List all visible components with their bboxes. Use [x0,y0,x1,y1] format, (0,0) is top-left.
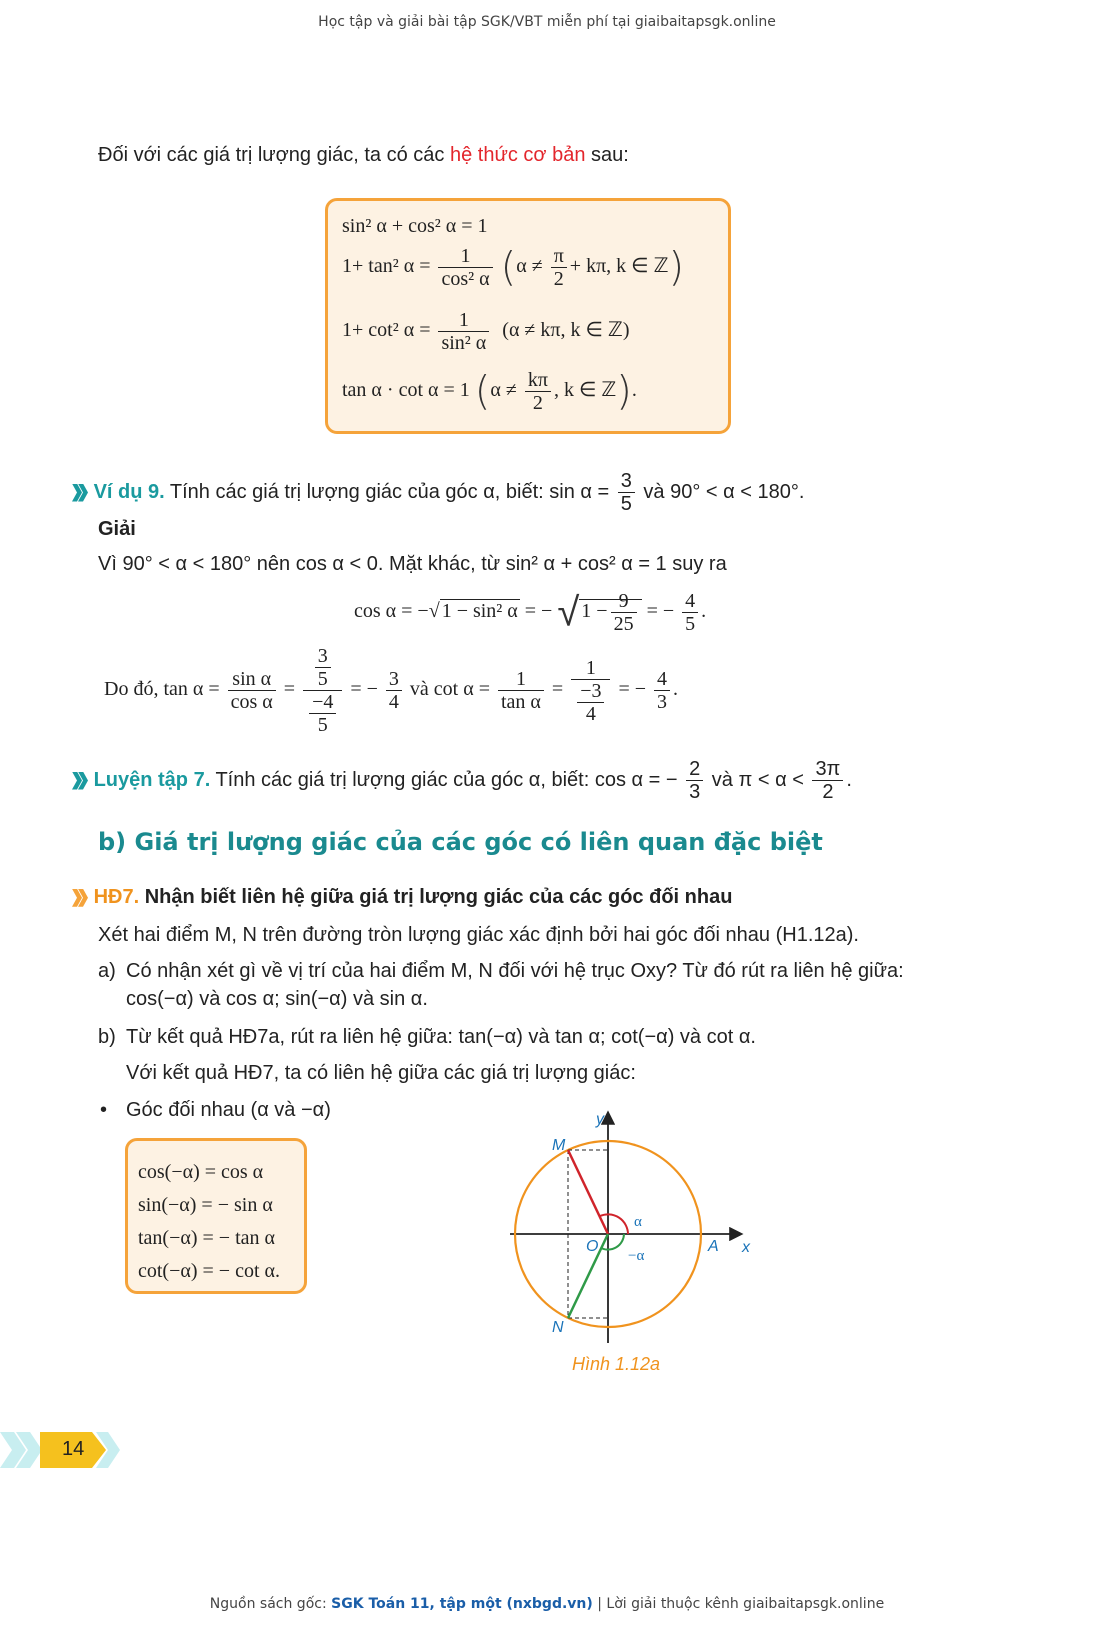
cot-complex-frac [571,657,610,725]
identity-2-cond-frac [551,245,567,290]
example-9-num: 3 [618,470,635,493]
example-9-den: 5 [620,493,632,515]
page-footer [0,1596,1094,1612]
tan-inner-num: 3 [315,645,331,668]
practice-7-end: . [846,768,852,791]
opposite-cos: cos(−α) = cos α [138,1161,264,1183]
tan-complex-num [303,645,342,691]
tan-complex-den [303,691,342,736]
tan-inner-den: 5 [317,668,328,690]
opposite-cot: cot(−α) = − cot α. [138,1260,280,1282]
practice-7-text: Tính các giá trị lượng giác của góc α, biết: cos α = − [215,768,678,791]
cot-eq: = [551,678,564,701]
identity-1: sin² α + cos² α = 1 [342,215,488,237]
practice-7-num: 2 [686,758,703,781]
intro-before: Đối với các giá trị lượng giác, ta có các [98,144,450,166]
cos-end: . [701,600,707,623]
point-a-label: A [708,1238,719,1255]
hd7-a-text2: cos(−α) và cos α; sin(−α) và sin α. [126,988,428,1010]
identity-2-cond-num: π [551,245,567,268]
hd7-p2: Với kết quả HĐ7, ta có liên hệ giữa các giá trị lượng giác: [126,1062,636,1084]
bullet-text: Góc đối nhau (α và −α) [126,1099,331,1121]
example-9-text2: và 90° < α < 180°. [643,480,805,503]
alpha-label: α [634,1214,642,1230]
neg-alpha-label: −α [628,1248,645,1264]
identity-2-cond-den: 2 [553,268,564,290]
example-9-label: Ví dụ 9. [93,480,165,503]
cos-line-e: = − [646,600,675,623]
identity-2-left: 1+ tan² α = [342,255,431,278]
figure-caption: Hình 1.12a [572,1354,661,1374]
cot-result-frac [654,668,670,713]
tan-inner2-frac [309,691,336,736]
identity-3-fraction [438,309,489,354]
intro-text [98,142,629,168]
cot-inner-num: 1 [571,657,610,680]
hd7-a-label: a) [98,960,116,982]
cos-inner-frac [611,590,637,635]
identity-3-cond: (α ≠ kπ, k ∈ ℤ) [502,319,630,342]
basic-identities-box [325,198,731,434]
section-b-heading: b) Giá trị lượng giác của các góc có liên quan đặc biệt [98,828,823,856]
tan-inner-frac [315,645,331,690]
identity-3 [342,309,629,354]
tan-res-num: 3 [386,668,402,691]
hd7-b-label: b) [98,1026,116,1048]
cos-r-num: 4 [682,590,698,613]
cot-end: . [673,678,679,701]
tan-complex-frac [303,645,342,736]
cot-frac [498,668,544,713]
identity-3-num: 1 [438,309,489,332]
practice-7 [72,758,852,803]
tan-cot-calculation [104,645,678,736]
opposite-sin: sin(−α) = − sin α [138,1194,273,1216]
origin-label: O [586,1238,599,1255]
tan-inner2-den: 5 [317,714,328,736]
footer-prefix: Nguồn sách gốc: [209,1596,332,1612]
bullet: • [100,1099,108,1121]
practice-7-num2: 3π [812,758,843,781]
page-header: Học tập và giải bài tập SGK/VBT miễn phí tại giaibaitapsgk.online [318,14,776,30]
cos-calculation: cos α = −√ 1 − sin² α = − √ 1 − $\frac{9}{25}$ = − $\frac{4}{5}$ . [354,589,707,636]
tan-num: sin α [228,668,276,691]
cos-line-c: = − [524,600,553,623]
solution-title: Giải [98,518,136,540]
cot-res-num: 4 [654,668,670,691]
intro-after: sau: [585,144,629,166]
example-9 [72,470,804,515]
practice-7-den: 3 [689,781,701,803]
identity-4-cond-a: α ≠ [490,379,517,402]
identity-3-den: sin² α [441,332,487,354]
cot-inner2-frac [577,680,604,725]
tan-result-frac [386,668,402,713]
hd7-p1: Xét hai điểm M, N trên đường tròn lượng giác xác định bởi hai góc đối nhau (H1.12a). [98,924,859,946]
cot-num: 1 [498,668,544,691]
footer-book-link[interactable]: SGK Toán 11, tập một (nxbgd.vn) [331,1596,593,1612]
cos-line-a: cos α = −√ [354,600,440,623]
cot-inner2-num: −3 [577,680,604,703]
identity-4-cond-frac [525,369,551,414]
y-label: y [596,1111,604,1128]
tan-inner2-num: −4 [309,691,336,714]
practice-7-text2: và π < α < [711,768,804,791]
identity-4-left: tan α · cot α = 1 [342,379,470,402]
identity-2-den: cos² α [441,268,490,290]
page-number: 14 [62,1438,85,1460]
cot-complex-den [571,680,610,725]
point-n-label: N [552,1319,564,1336]
cos-result-frac [682,590,698,635]
x-label: x [742,1239,750,1256]
identity-4-cond-den: 2 [532,392,543,414]
tan-eq: = [283,678,296,701]
practice-7-label: Luyện tập 7. [93,768,211,791]
point-m-label: M [552,1137,566,1154]
identity-4: tan α · cot α = 1 (α ≠ $\frac{k\pi}{2}$ , k ∈ ℤ). [342,368,637,415]
identity-3-left: 1+ cot² α = [342,319,431,342]
om-segment [568,1150,608,1234]
footer-suffix: | Lời giải thuộc kênh giaibaitapsgk.online [592,1596,885,1612]
identity-4-cond-num: kπ [525,369,551,392]
cos-line-d: 1 − [581,600,608,623]
tan-res-sign: = − [350,678,378,701]
identity-2-num: 1 [438,245,492,268]
opposite-tan: tan(−α) = − tan α [138,1227,275,1249]
identity-2-fraction [438,245,492,290]
hd7-b-text: Từ kết quả HĐ7a, rút ra liên hệ giữa: tan(−α) và tan α; cot(−α) và cot α. [126,1026,756,1048]
identity-4-end: . [631,379,637,402]
cos-r-den: 5 [685,613,696,635]
hd7-label: HĐ7. [93,886,140,908]
unit-circle-figure [500,1108,770,1348]
identity-2-cond-b: + kπ, k ∈ ℤ [569,255,669,278]
identity-2: 1+ tan² α = $\frac{1}{\text{cos² α}}$ (α ≠ $\frac{\pi}{2}$ + kπ, k ∈ ℤ) [342,244,685,291]
example-9-fraction [618,470,635,515]
practice-7-den2: 2 [822,781,834,803]
cot-res-den: 3 [657,691,668,713]
hd7-heading: Nhận biết liên hệ giữa giá trị lượng giác của các góc đối nhau [144,886,733,908]
do-do: Do đó, tan α = [104,678,220,701]
hd7-title [72,884,732,910]
solution-line-1: Vì 90° < α < 180° nên cos α < 0. Mặt khác, từ sin² α + cos² α = 1 suy ra [98,553,727,575]
page-number-tab [0,1432,130,1468]
tan-frac [228,668,276,713]
intro-highlight: hệ thức cơ bản [449,144,586,166]
cos-sqrt-body [579,590,641,635]
cot-res-sign: = − [618,678,647,701]
hd7-a-text1: Có nhận xét gì về vị trí của hai điểm M, N đối với hệ trục Oxy? Từ đó rút ra liên hệ giữa: [126,960,904,982]
cos-f-num: 9 [611,590,637,613]
practice-7-frac [686,758,703,803]
tan-res-den: 4 [388,691,399,713]
identity-4-cond-b: , k ∈ ℤ [553,379,617,402]
opposite-angle-box [125,1138,307,1294]
identity-2-cond-a: α ≠ [516,255,543,278]
cot-inner2-den: 4 [585,702,596,725]
va-cot: và cot α = [409,678,490,701]
cos-line-b: 1 − sin² α [441,600,518,623]
tan-den: cos α [230,691,273,713]
example-9-text: Tính các giá trị lượng giác của góc α, biết: sin α = [169,480,610,503]
cot-den: tan α [500,691,541,713]
practice-7-frac2 [812,758,843,803]
cos-f-den: 25 [613,613,634,635]
